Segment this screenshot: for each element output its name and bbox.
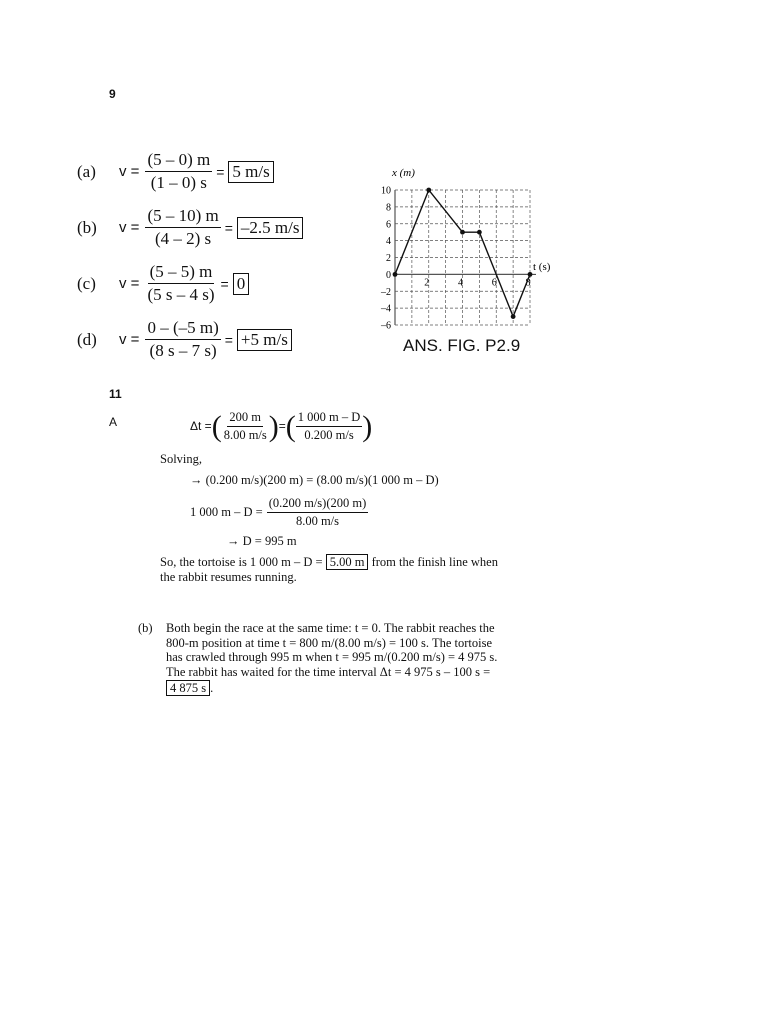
velocity-fraction (145, 262, 216, 305)
velocity-equation-row (77, 150, 274, 193)
x-tick-label: 2 (424, 277, 430, 289)
part-label: (c) (77, 273, 96, 293)
part-a-label: A (109, 415, 118, 429)
velocity-equation-row (77, 318, 292, 361)
fraction-2-denominator: 0.200 m/s (304, 428, 354, 442)
equals-sign: = (220, 275, 229, 292)
answer-box: 0 (233, 273, 250, 295)
position-time-graph (340, 160, 570, 335)
fraction-1-denominator: 8.00 m/s (223, 428, 267, 442)
x-tick-label: 6 (491, 277, 497, 289)
right-paren: ) (268, 409, 279, 443)
fraction-numerator: (5 – 10) m (145, 206, 220, 228)
solving-step-3: → D = 995 m (227, 534, 297, 548)
y-tick-label: 10 (381, 185, 391, 197)
y-tick-label: 8 (386, 202, 391, 214)
data-point (460, 230, 465, 235)
part-b-end: . (210, 681, 214, 695)
y-tick-label: 2 (386, 253, 391, 264)
fraction-2-numerator: 1 000 m – D (296, 410, 363, 427)
y-tick-label: –4 (381, 303, 391, 315)
velocity-symbol: v = (119, 163, 140, 180)
problem-number-9: 9 (109, 87, 116, 101)
velocity-symbol: v = (119, 219, 140, 236)
part-b-line: The rabbit has waited for the time interval Δt = 4 975 s – 100 s = (166, 664, 491, 679)
answer-box: 5 m/s (228, 161, 273, 183)
velocity-symbol: v = (119, 331, 140, 348)
conclusion-post: from the finish line when (371, 555, 498, 569)
fraction-1 (222, 410, 269, 443)
fraction-numerator: 0 – (–5 m) (145, 318, 220, 340)
y-axis-label: x (m) (392, 167, 415, 179)
part-b-answer-line (166, 681, 497, 696)
part-label: (b) (77, 217, 97, 237)
answer-box-distance: 5.00 m (326, 554, 369, 570)
solving-label: Solving, (160, 452, 203, 466)
equals-sign: = (224, 219, 233, 236)
fraction-denominator: (1 – 0) s (150, 173, 207, 192)
fraction-numerator: (5 – 0) m (145, 150, 212, 172)
fraction-numerator: (5 – 5) m (148, 262, 215, 284)
fraction-1-numerator: 200 m (227, 410, 263, 427)
x-axis-label: t (s) (533, 261, 551, 273)
velocity-equation-row (77, 262, 249, 305)
conclusion-line-1 (160, 555, 498, 570)
velocity-fraction (145, 150, 212, 193)
conclusion-pre: So, the tortoise is 1 000 m – D = (160, 555, 323, 569)
fraction-denominator: (8 s – 7 s) (149, 341, 217, 360)
conclusion-line-2: the rabbit resumes running. (160, 570, 297, 584)
equals-sign: = (216, 163, 225, 180)
fraction-2 (296, 410, 363, 443)
figure-caption: ANS. FIG. P2.9 (403, 336, 521, 355)
solving-step-2 (190, 496, 368, 529)
step-2-denominator: 8.00 m/s (295, 514, 339, 528)
x-tick-label: 8 (525, 277, 531, 289)
part-label: (a) (77, 161, 96, 181)
part-b-text (166, 621, 497, 696)
velocity-fraction (145, 318, 220, 361)
part-b-line: has crawled through 995 m when t = 995 m/(0.200 m/s) = 4 975 s. (166, 650, 498, 664)
y-tick-label: –6 (381, 320, 391, 332)
left-paren: ( (211, 409, 222, 443)
step-2-fraction (267, 496, 369, 529)
step-2-lhs: 1 000 m – D = (190, 505, 263, 520)
left-paren: ( (285, 409, 296, 443)
velocity-equation-row (77, 206, 303, 249)
y-tick-label: 0 (386, 269, 391, 281)
answer-box-time: 4 875 s (166, 680, 210, 696)
delta-t-equation (190, 410, 372, 443)
delta-t-lhs: Δt = (190, 419, 212, 433)
velocity-fraction (145, 206, 220, 249)
part-b-label: (b) (138, 621, 153, 635)
fraction-denominator: (5 s – 4 s) (147, 285, 215, 304)
answer-box: –2.5 m/s (237, 217, 304, 239)
velocity-symbol: v = (119, 275, 140, 292)
y-tick-label: 6 (386, 219, 391, 231)
data-point (426, 188, 431, 193)
fraction-denominator: (4 – 2) s (154, 229, 212, 248)
y-tick-label: –2 (381, 286, 391, 298)
answer-box: +5 m/s (237, 329, 292, 351)
problem-number-11: 11 (109, 387, 122, 401)
y-tick-label: 4 (386, 236, 391, 248)
data-point (511, 314, 516, 319)
part-b-line: Both begin the race at the same time: t = 0. The rabbit reaches the (166, 621, 495, 635)
part-b-line: 800-m position at time t = 800 m/(8.00 m/s) = 100 s. The tortoise (166, 635, 493, 650)
equals-sign: = (278, 419, 286, 433)
solving-step-1: → (0.200 m/s)(200 m) = (8.00 m/s)(1 000 m – D) (190, 473, 439, 487)
part-label: (d) (77, 329, 97, 349)
data-point (528, 272, 533, 277)
equals-sign: = (224, 331, 233, 348)
data-point (477, 230, 482, 235)
step-2-numerator: (0.200 m/s)(200 m) (267, 496, 369, 513)
right-paren: ) (362, 409, 373, 443)
x-tick-label: 4 (458, 277, 463, 289)
data-point (393, 272, 398, 277)
